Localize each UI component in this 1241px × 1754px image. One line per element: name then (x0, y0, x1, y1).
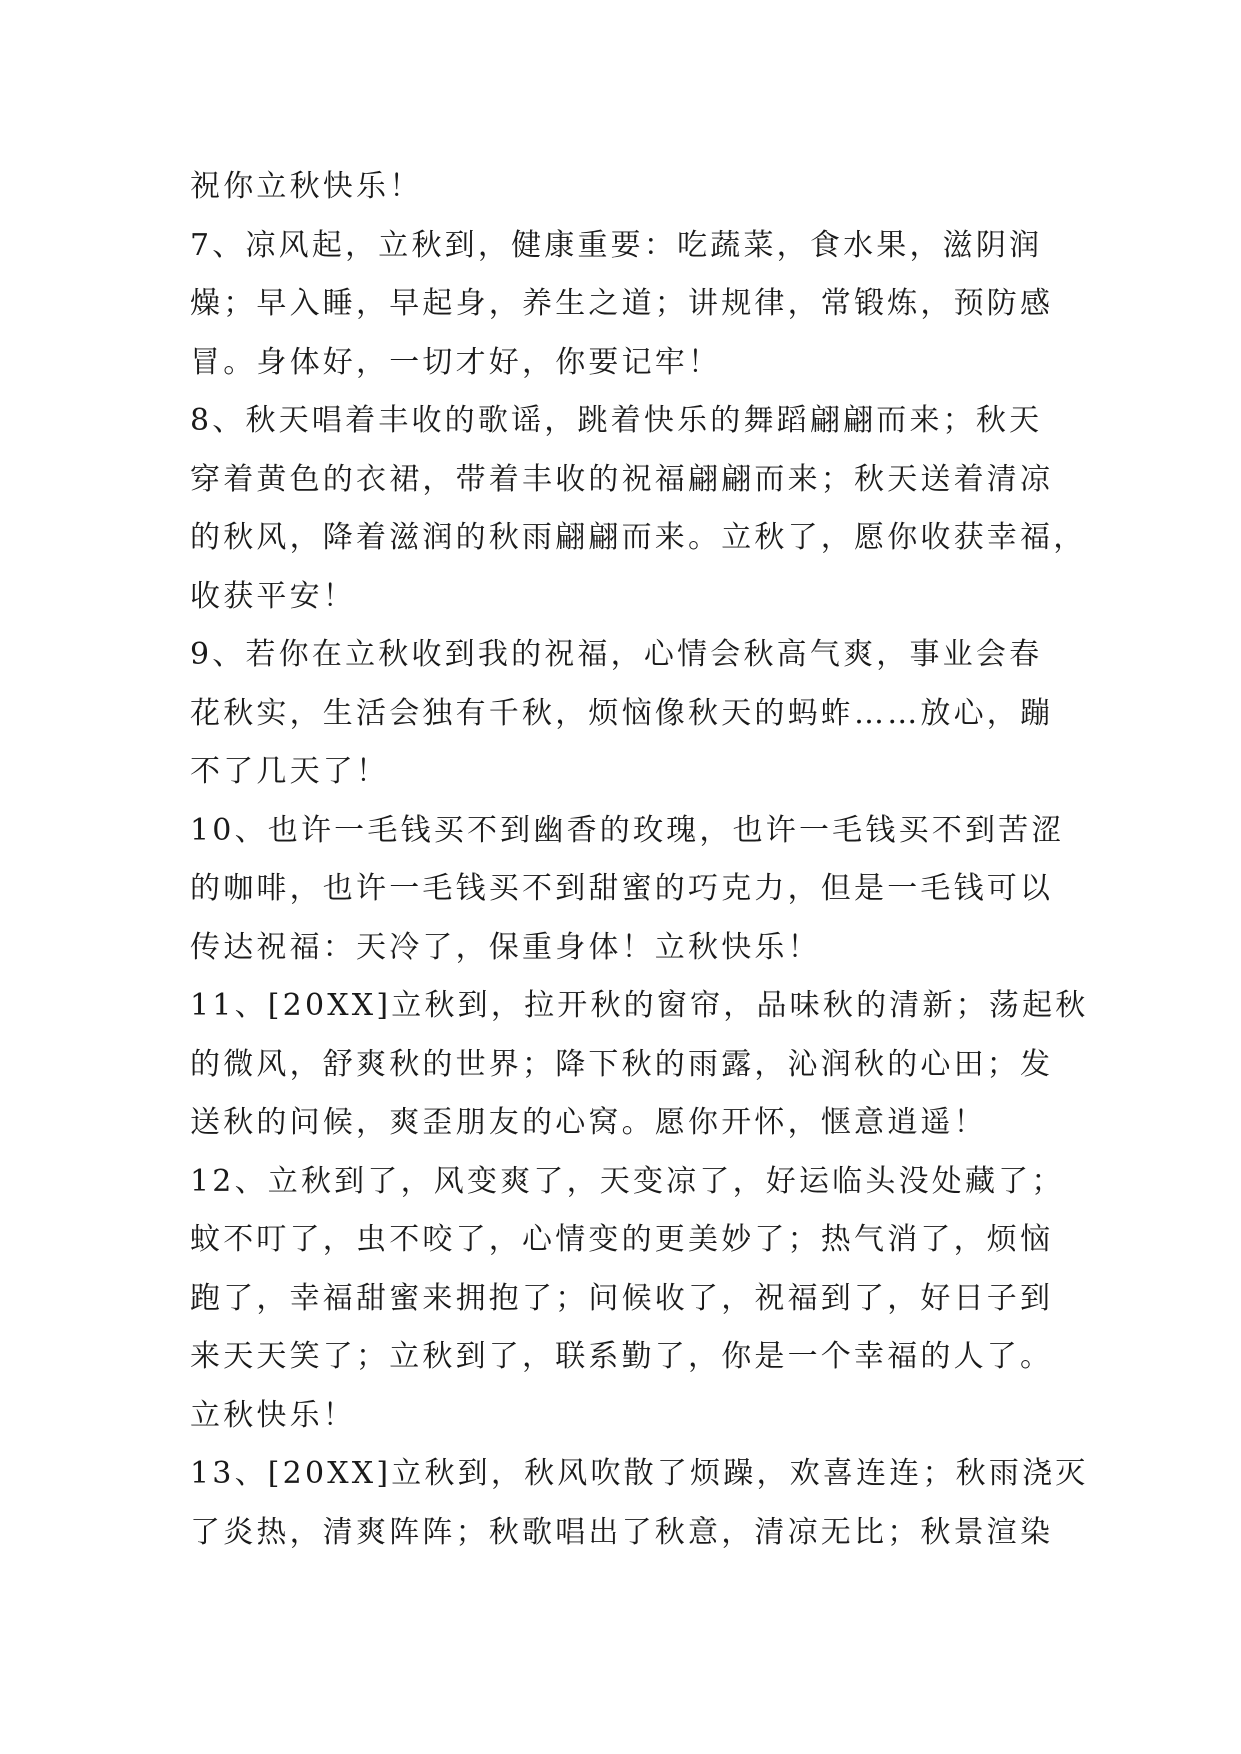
text-line: 收获平安！ (190, 578, 356, 614)
text-line: 13、[20XX]立秋到，秋风吹散了烦躁，欢喜连连；秋雨浇灭 (190, 1456, 1089, 1491)
text-line: 传达祝福：天冷了，保重身体！立秋快乐！ (190, 929, 821, 965)
text-line: 来天天笑了；立秋到了，联系勤了，你是一个幸福的人了。 (190, 1339, 1054, 1374)
text-line: 的秋风，降着滋润的秋雨翩翩而来。立秋了，愿你收获幸福， (190, 520, 1087, 555)
text-line: 11、[20XX]立秋到，拉开秋的窗帘，品味秋的清新；荡起秋 (190, 988, 1089, 1023)
text-line: 不了几天了！ (190, 754, 390, 789)
text-line: 送秋的问候，爽歪朋友的心窝。愿你开怀，惬意逍遥！ (190, 1105, 987, 1140)
text-line: 穿着黄色的衣裙，带着丰收的祝福翩翩而来；秋天送着清凉 (190, 461, 1054, 497)
text-line: 冒。身体好，一切才好，你要记牢！ (190, 344, 722, 380)
text-line: 10、也许一毛钱买不到幽香的玫瑰，也许一毛钱买不到苦涩 (190, 812, 1065, 848)
text-line: 祝你立秋快乐！ (190, 169, 423, 204)
text-line: 花秋实，生活会独有千秋，烦恼像秋天的蚂蚱……放心，蹦 (190, 695, 1054, 731)
text-line: 的咖啡，也许一毛钱买不到甜蜜的巧克力，但是一毛钱可以 (190, 871, 1054, 906)
text-line: 跑了，幸福甜蜜来拥抱了；问候收了，祝福到了，好日子到 (190, 1280, 1054, 1316)
text-line: 12、立秋到了，风变爽了，天变凉了，好运临头没处藏了； (190, 1163, 1065, 1199)
text-line: 9、若你在立秋收到我的祝福，心情会秋高气爽，事业会春 (190, 637, 1043, 672)
text-line: 燥；早入睡，早起身，养生之道；讲规律，常锻炼，预防感 (190, 286, 1054, 321)
text-line: 蚊不叮了，虫不咬了，心情变的更美妙了；热气消了，烦恼 (190, 1222, 1054, 1257)
text-line: 8、秋天唱着丰收的歌谣，跳着快乐的舞蹈翩翩而来；秋天 (190, 403, 1043, 438)
text-line: 的微风，舒爽秋的世界；降下秋的雨露，沁润秋的心田；发 (190, 1046, 1054, 1082)
text-line: 了炎热，清爽阵阵；秋歌唱出了秋意，清凉无比；秋景渲染 (190, 1514, 1054, 1550)
text-line: 立秋快乐！ (190, 1397, 356, 1433)
text-line: 7、凉风起，立秋到，健康重要：吃蔬菜，食水果，滋阴润 (190, 227, 1043, 263)
body-text (190, 158, 1089, 1562)
